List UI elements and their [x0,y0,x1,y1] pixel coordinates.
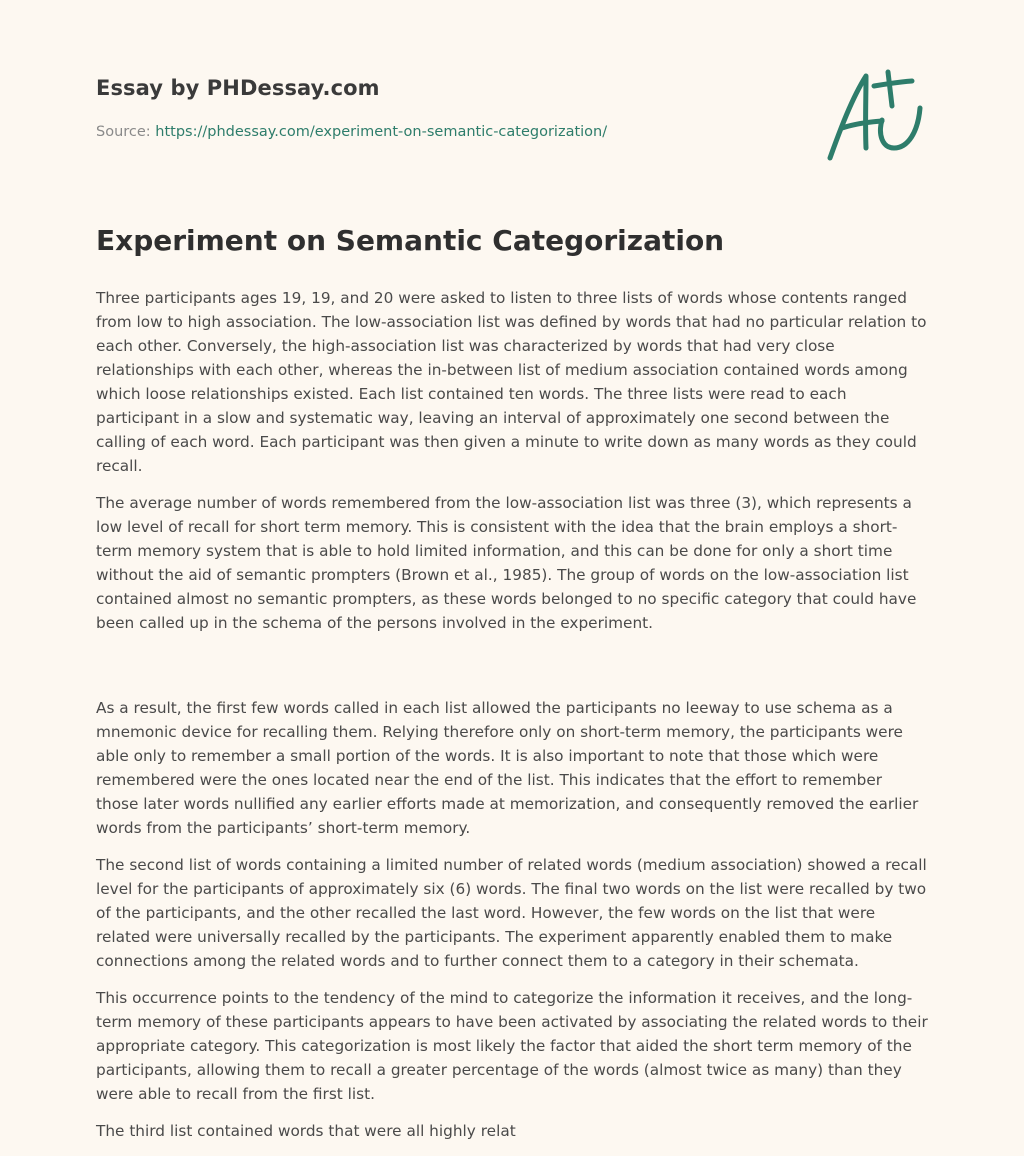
paragraph: The third list contained words that were all highly relat [96,1122,516,1140]
paragraph: As a result, the first few words called in each list allowed the participants no leeway to use schema as a mnemonic device for recalling them. Relying therefore only on short-term memory, the participants were able only to remember a small portion of the words. It is also important to note that those which were remembered were the ones located near the end of the list. This indicates that the effort to remember those later words nullified any earlier efforts made at memorization, and consequently removed the earlier words from the participants’ short-term memory. [96,699,919,837]
essay-title: Experiment on Semantic Categorization [96,224,725,257]
source-link[interactable]: https://phdessay.com/experiment-on-semantic-categorization/ [155,124,608,140]
site-title: Essay by PHDessay.com [96,76,380,100]
paragraph: The second list of words containing a limited number of related words (medium association) showed a recall level for the participants of approximately six (6) words. The final two words on the list were recalled by two of the participants, and the other recalled the last word. However, the few words on the list that were related were universally recalled by the participants. The experiment apparently enabled them to make connections among the related words and to further connect them to a category in their schemata. [96,856,927,970]
paragraph: The average number of words remembered from the low-association list was three (3), which represents a low level of recall for short term memory. This is consistent with the idea that the brain employs a short-term memory system that is able to hold limited information, and this can be done for only a short time without the aid of semantic prompters (Brown et al., 1985). The group of words on the low-association list contained almost no semantic prompters, as these words belonged to no specific category that could have been called up in the schema of the persons involved in the experiment. [96,494,917,632]
paragraph: This occurrence points to the tendency of the mind to categorize the information it receives, and the long-term memory of these participants appears to have been activated by associating the related words to their appropriate category. This categorization is most likely the factor that aided the short term memory of the participants, allowing them to recall a greater percentage of the words (almost twice as many) than they were able to recall from the first list. [96,989,928,1103]
source-line [96,124,607,140]
source-label: Source: [96,124,156,140]
paragraph: Three participants ages 19, 19, and 20 were asked to listen to three lists of words whose contents ranged from low to high association. The low-association list was defined by words that had no particular relation to each other. Conversely, the high-association list was characterized by words that had very close relationships with each other, whereas the in-between list of medium association contained words among which loose relationships existed. Each list contained ten words. The three lists were read to each participant in a slow and systematic way, leaving an interval of approximately one second between the calling of each word. Each participant was then given a minute to write down as many words as they could recall. [96,289,927,475]
a-plus-grade-logo-icon [822,68,926,164]
essay-body [96,286,928,1156]
